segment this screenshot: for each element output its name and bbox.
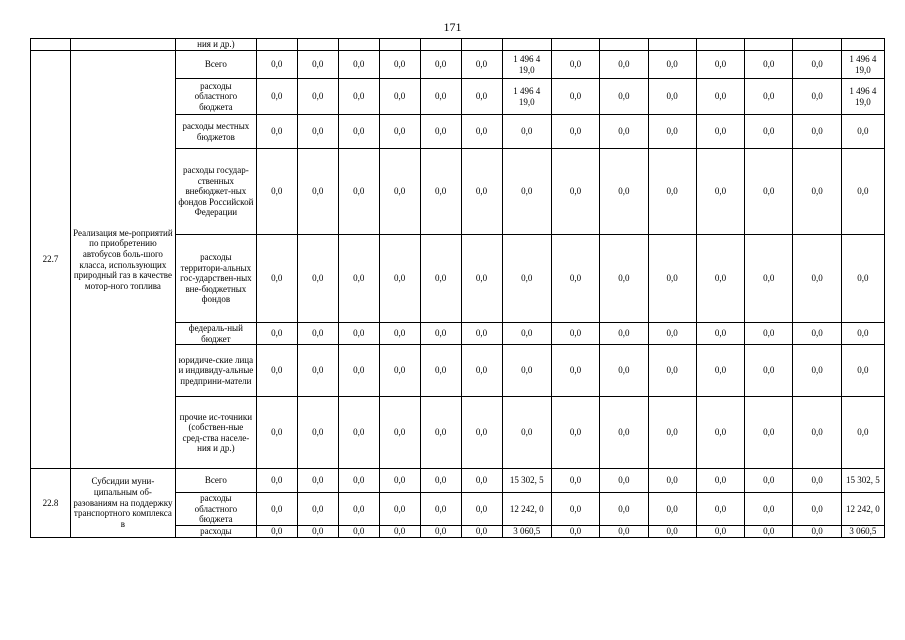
value-cell: 0,0 [256, 235, 297, 323]
value-cell: 0,0 [461, 51, 502, 79]
cell-value [841, 39, 884, 51]
value-cell: 0,0 [461, 525, 502, 537]
value-cell: 0,0 [420, 397, 461, 469]
value-cell: 0,0 [793, 469, 841, 493]
funding-source: расходы местных бюджетов [175, 115, 256, 149]
value-cell: 0,0 [600, 235, 648, 323]
value-cell: 0,0 [696, 397, 744, 469]
cell-value [461, 39, 502, 51]
value-cell: 0,0 [696, 493, 744, 526]
value-cell: 0,0 [793, 323, 841, 345]
value-cell: 0,0 [420, 149, 461, 235]
value-cell: 0,0 [256, 115, 297, 149]
value-cell: 0,0 [793, 397, 841, 469]
value-cell: 0,0 [420, 345, 461, 397]
section-number: 22.7 [31, 51, 71, 469]
value-cell: 3 060,5 [502, 525, 551, 537]
value-cell: 0,0 [338, 525, 379, 537]
value-cell: 1 496 4 19,0 [502, 51, 551, 79]
value-cell: 0,0 [379, 345, 420, 397]
value-cell: 0,0 [502, 345, 551, 397]
value-cell: 0,0 [600, 493, 648, 526]
value-cell: 0,0 [648, 525, 696, 537]
value-cell: 0,0 [696, 51, 744, 79]
value-cell: 0,0 [297, 235, 338, 323]
value-cell: 0,0 [502, 149, 551, 235]
value-cell: 0,0 [297, 115, 338, 149]
value-cell: 0,0 [256, 525, 297, 537]
value-cell: 0,0 [551, 469, 599, 493]
value-cell: 0,0 [841, 235, 884, 323]
value-cell: 0,0 [338, 235, 379, 323]
value-cell: 0,0 [461, 469, 502, 493]
funding-source: федераль-ный бюджет [175, 323, 256, 345]
value-cell: 0,0 [551, 149, 599, 235]
value-cell: 0,0 [696, 115, 744, 149]
funding-source: расходы областного бюджета [175, 493, 256, 526]
funding-source: расходы [175, 525, 256, 537]
funding-source: Всего [175, 469, 256, 493]
value-cell: 0,0 [379, 397, 420, 469]
cell-value [551, 39, 599, 51]
value-cell: 0,0 [696, 525, 744, 537]
value-cell: 0,0 [793, 345, 841, 397]
section-number: 22.8 [31, 469, 71, 537]
value-cell: 0,0 [461, 79, 502, 115]
value-cell: 0,0 [793, 115, 841, 149]
cell-value [745, 39, 793, 51]
section-name: Реализация ме-роприятий по приобретению автобусов боль-шого класса, использующих природный газ в качестве мотор-ного топлива [70, 51, 175, 469]
value-cell: 0,0 [793, 51, 841, 79]
value-cell: 0,0 [502, 115, 551, 149]
cell-value [297, 39, 338, 51]
funding-source: расходы государ-ственных внебюджет-ных фондов Российской Федерации [175, 149, 256, 235]
funding-source: расходы областного бюджета [175, 79, 256, 115]
funding-source: расходы территори-альных гос-ударствен-ных вне-бюджетных фондов [175, 235, 256, 323]
value-cell: 0,0 [793, 79, 841, 115]
value-cell: 0,0 [551, 323, 599, 345]
value-cell: 0,0 [379, 525, 420, 537]
value-cell: 0,0 [600, 345, 648, 397]
value-cell: 0,0 [379, 493, 420, 526]
value-cell: 0,0 [256, 51, 297, 79]
table-row [31, 469, 885, 493]
value-cell: 0,0 [696, 79, 744, 115]
value-cell: 0,0 [745, 323, 793, 345]
value-cell: 0,0 [793, 149, 841, 235]
value-cell: 0,0 [648, 493, 696, 526]
value-cell: 0,0 [338, 323, 379, 345]
value-cell: 0,0 [297, 397, 338, 469]
value-cell: 0,0 [696, 323, 744, 345]
value-cell: 0,0 [420, 493, 461, 526]
value-cell: 0,0 [745, 235, 793, 323]
value-cell: 0,0 [551, 493, 599, 526]
value-cell: 0,0 [256, 149, 297, 235]
funding-source: Всего [175, 51, 256, 79]
value-cell: 0,0 [648, 323, 696, 345]
value-cell: 1 496 4 19,0 [502, 79, 551, 115]
value-cell: 0,0 [600, 469, 648, 493]
value-cell: 1 496 4 19,0 [841, 51, 884, 79]
value-cell: 0,0 [502, 397, 551, 469]
cell-value [600, 39, 648, 51]
cell-value [420, 39, 461, 51]
value-cell: 0,0 [461, 397, 502, 469]
value-cell: 0,0 [502, 235, 551, 323]
value-cell: 0,0 [338, 469, 379, 493]
value-cell: 0,0 [551, 51, 599, 79]
value-cell: 0,0 [841, 149, 884, 235]
value-cell: 0,0 [297, 469, 338, 493]
value-cell: 0,0 [648, 469, 696, 493]
value-cell: 0,0 [793, 235, 841, 323]
value-cell: 15 302, 5 [502, 469, 551, 493]
value-cell: 0,0 [297, 345, 338, 397]
value-cell: 0,0 [338, 51, 379, 79]
value-cell: 0,0 [297, 149, 338, 235]
value-cell: 0,0 [745, 51, 793, 79]
cell-value [696, 39, 744, 51]
cell-value [379, 39, 420, 51]
value-cell: 0,0 [841, 397, 884, 469]
value-cell: 0,0 [297, 493, 338, 526]
cell-number [31, 39, 71, 51]
value-cell: 0,0 [696, 149, 744, 235]
value-cell: 0,0 [648, 149, 696, 235]
cell-value [793, 39, 841, 51]
value-cell: 0,0 [461, 149, 502, 235]
value-cell: 0,0 [420, 235, 461, 323]
value-cell: 0,0 [551, 397, 599, 469]
value-cell: 0,0 [648, 115, 696, 149]
value-cell: 0,0 [420, 525, 461, 537]
value-cell: 1 496 4 19,0 [841, 79, 884, 115]
value-cell: 0,0 [600, 525, 648, 537]
value-cell: 0,0 [256, 345, 297, 397]
value-cell: 0,0 [297, 525, 338, 537]
value-cell: 0,0 [461, 115, 502, 149]
value-cell: 0,0 [338, 79, 379, 115]
value-cell: 0,0 [461, 235, 502, 323]
value-cell: 0,0 [551, 79, 599, 115]
value-cell: 0,0 [379, 323, 420, 345]
funding-source: прочие ис-точники (собствен-ные сред-ства населе-ния и др.) [175, 397, 256, 469]
value-cell: 0,0 [600, 115, 648, 149]
value-cell: 0,0 [696, 235, 744, 323]
value-cell: 0,0 [420, 323, 461, 345]
value-cell: 0,0 [338, 397, 379, 469]
value-cell: 0,0 [461, 345, 502, 397]
cell-name [70, 39, 175, 51]
table-row [31, 39, 885, 51]
value-cell: 0,0 [461, 323, 502, 345]
value-cell: 0,0 [379, 149, 420, 235]
value-cell: 0,0 [600, 51, 648, 79]
value-cell: 0,0 [745, 493, 793, 526]
value-cell: 0,0 [745, 149, 793, 235]
value-cell: 3 060,5 [841, 525, 884, 537]
value-cell: 0,0 [648, 235, 696, 323]
value-cell: 0,0 [793, 493, 841, 526]
value-cell: 0,0 [600, 323, 648, 345]
value-cell: 12 242, 0 [841, 493, 884, 526]
value-cell: 0,0 [256, 397, 297, 469]
value-cell: 0,0 [297, 323, 338, 345]
value-cell: 0,0 [461, 493, 502, 526]
value-cell: 0,0 [502, 323, 551, 345]
value-cell: 0,0 [648, 79, 696, 115]
value-cell: 0,0 [338, 493, 379, 526]
value-cell: 0,0 [696, 469, 744, 493]
value-cell: 0,0 [551, 525, 599, 537]
cell-value [502, 39, 551, 51]
value-cell: 0,0 [745, 525, 793, 537]
value-cell: 0,0 [600, 149, 648, 235]
value-cell: 0,0 [841, 345, 884, 397]
funding-source: юридиче-ские лица и индивиду-альные предприни-матели [175, 345, 256, 397]
value-cell: 0,0 [256, 79, 297, 115]
value-cell: 0,0 [551, 345, 599, 397]
value-cell: 0,0 [420, 115, 461, 149]
value-cell: 0,0 [745, 397, 793, 469]
value-cell: 0,0 [551, 235, 599, 323]
value-cell: 0,0 [745, 469, 793, 493]
value-cell: 0,0 [256, 323, 297, 345]
value-cell: 0,0 [600, 79, 648, 115]
value-cell: 0,0 [256, 493, 297, 526]
value-cell: 0,0 [256, 469, 297, 493]
value-cell: 0,0 [841, 115, 884, 149]
value-cell: 0,0 [551, 115, 599, 149]
value-cell: 0,0 [745, 345, 793, 397]
value-cell: 0,0 [379, 235, 420, 323]
value-cell: 0,0 [379, 79, 420, 115]
value-cell: 12 242, 0 [502, 493, 551, 526]
cell-source: ния и др.) [175, 39, 256, 51]
value-cell: 0,0 [338, 345, 379, 397]
value-cell: 0,0 [648, 397, 696, 469]
value-cell: 0,0 [379, 51, 420, 79]
value-cell: 0,0 [420, 79, 461, 115]
value-cell: 0,0 [648, 51, 696, 79]
value-cell: 0,0 [297, 79, 338, 115]
value-cell: 0,0 [338, 115, 379, 149]
value-cell: 0,0 [420, 469, 461, 493]
section-name: Субсидии муни-ципальным об-разованиям на поддержку транспортного комплекса в [70, 469, 175, 537]
value-cell: 0,0 [297, 51, 338, 79]
budget-table [30, 38, 885, 538]
cell-value [256, 39, 297, 51]
value-cell: 0,0 [648, 345, 696, 397]
value-cell: 0,0 [793, 525, 841, 537]
value-cell: 0,0 [600, 397, 648, 469]
value-cell: 15 302, 5 [841, 469, 884, 493]
value-cell: 0,0 [379, 469, 420, 493]
value-cell: 0,0 [379, 115, 420, 149]
cell-value [648, 39, 696, 51]
table-row [31, 51, 885, 79]
value-cell: 0,0 [338, 149, 379, 235]
value-cell: 0,0 [696, 345, 744, 397]
page-number: 171 [443, 20, 462, 34]
cell-value [338, 39, 379, 51]
value-cell: 0,0 [420, 51, 461, 79]
value-cell: 0,0 [745, 79, 793, 115]
value-cell: 0,0 [745, 115, 793, 149]
value-cell: 0,0 [841, 323, 884, 345]
